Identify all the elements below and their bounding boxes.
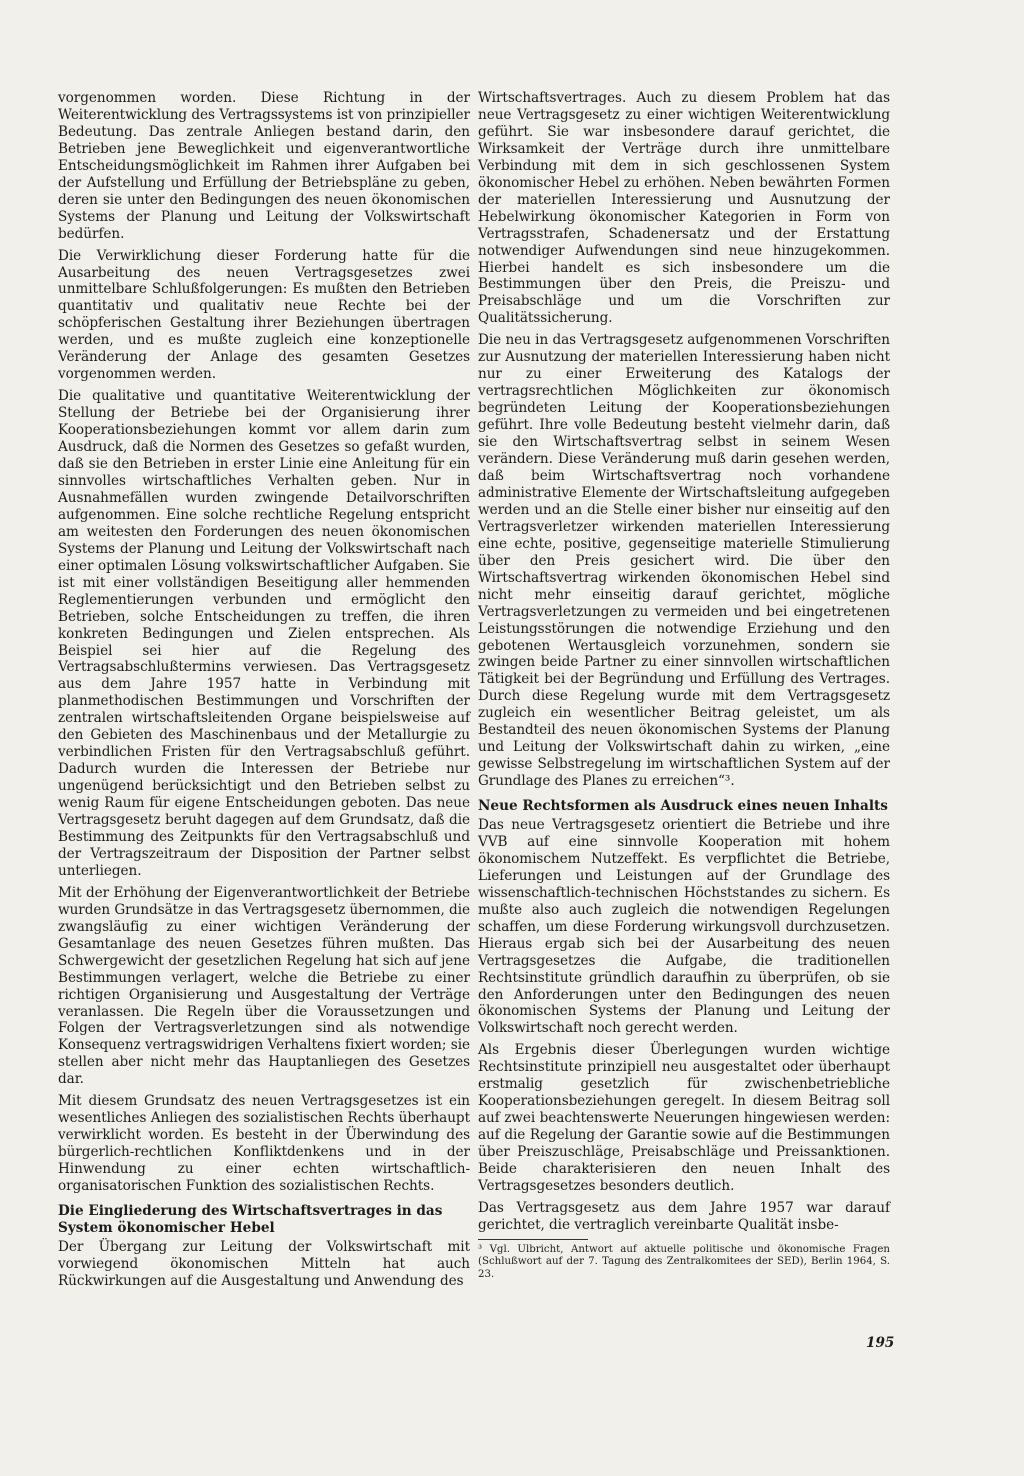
paragraph: Das neue Vertragsgesetz orientiert die Betriebe und ihre VVB auf eine sinnvolle Kooperation mit hohem ökonomischem Nutzeffekt. Es verpflichtet die Betriebe, Lieferungen und Leistungen auf der Grundlage des wissenschaftlich-technischen Höchststandes zu sichern. Es mußte also auch zugleich die notwendigen Regelungen schaffen, um diese Forderung wirkungsvoll durchzusetzen. Hieraus ergab sich bei der Ausarbeitung des neuen Vertragsgesetzes die Aufgabe, die traditionellen Rechtsinstitute gründlich daraufhin zu überprüfen, ob sie den Anforderungen unter den Bedingungen des neuen ökonomischen Systems der Planung und Leitung der Volkswirtschaft noch gerecht werden. [478, 816, 890, 1037]
footnote-divider [478, 1239, 588, 1240]
left-column [58, 90, 470, 1295]
paragraph: Die Verwirklichung dieser Forderung hatte für die Ausarbeitung des neuen Vertragsgesetzes zwei unmittelbare Schlußfolgerungen: Es mußten den Betrieben quantitativ und qualitativ neue Rechte bei der schöpferischen Gestaltung ihrer Beziehungen übertragen werden, und es mußte zugleich eine konzeptionelle Veränderung der Anlage des gesamten Gesetzes vorgenommen werden. [58, 247, 470, 383]
paragraph: Die qualitative und quantitative Weiterentwicklung der Stellung der Betriebe bei der Organisierung ihrer Kooperationsbeziehungen kommt vor allem darin zum Ausdruck, daß die Normen des Gesetzes so gefaßt wurden, daß sie den Betrieben in erster Linie eine Anleitung für ein sinnvolles wirtschaftliches Verhalten geben. Nur in Ausnahmefällen wurden zwingende Detailvorschriften aufgenommen. Eine solche rechtliche Regelung entspricht am weitesten den Forderungen des neuen ökonomischen Systems der Planung und Leitung der Volkswirtschaft nach einer optimalen Lösung volkswirtschaftlicher Aufgaben. Sie ist mit einer vollständigen Beseitigung aller hemmenden Reglementierungen verbunden und ermöglicht den Betrieben, solche Entscheidungen zu treffen, die ihren konkreten Bedingungen und Zielen entsprechen. Als Beispiel sei hier auf die Regelung des Vertragsabschlußtermins verwiesen. Das Vertragsgesetz aus dem Jahre 1957 hatte in Verbindung mit planmethodischen Bestimmungen und Vorschriften der zentralen wirtschaftsleitenden Organe beispielsweise auf den Gebieten des Maschinenbaus und der Metallurgie zu verbindlichen Fristen für den Vertragsabschluß geführt. Dadurch wurden die Interessen der Betriebe nur ungenügend berücksichtigt und den Betrieben selbst zu wenig Raum für eigene Entscheidungen geboten. Das neue Vertragsgesetz beruht dagegen auf dem Grundsatz, daß die Bestimmung des Zeitpunkts für den Vertragsabschluß und der Vertragszeitraum der Disposition der Partner selbst unterliegen. [58, 388, 470, 879]
page-number: 195 [866, 1335, 895, 1351]
section-heading: Die Eingliederung des Wirtschaftsvertrages in das System ökonomischer Hebel [58, 1203, 443, 1236]
paragraph: Wirtschaftsvertrages. Auch zu diesem Problem hat das neue Vertragsgesetz zu einer wichtigen Weiterentwicklung geführt. Sie war insbesondere darauf gerichtet, die Wirksamkeit der Verträge durch ihre unmittelbare Verbindung mit dem in sich geschlossenen System ökonomischer Hebel zu erhöhen. Neben bewährten Formen der materiellen Interessierung und Ausnutzung der Hebelwirkung ökonomischer Kategorien in Form von Vertragsstrafen, Schadenersatz und der Erstattung notwendiger Aufwendungen sind neue hinzugekommen. Hierbei handelt es sich insbesondere um die Bestimmungen über den Preis, die Preiszu- und Preisabschläge und um die Vorschriften zur Qualitätssicherung. [478, 90, 890, 327]
footnote: ³ Vgl. Ulbricht, Antwort auf aktuelle politische und ökonomische Fragen (Schlußwort auf der 7. Tagung des Zentralkomitees der SED), Berlin 1964, S. 23. [478, 1243, 890, 1281]
paragraph: Als Ergebnis dieser Überlegungen wurden wichtige Rechtsinstitute prinzipiell neu ausgestaltet oder überhaupt erstmalig gesetzlich für zwischenbetriebliche Kooperationsbeziehungen geregelt. In diesem Beitrag soll auf zwei beachtenswerte Neuerungen hingewiesen werden: auf die Regelung der Garantie sowie auf die Bestimmungen über Preiszuschläge, Preisabschläge und Preissanktionen. Beide charakterisieren den neuen Inhalt des Vertragsgesetzes besonders deutlich. [478, 1042, 890, 1194]
paragraph: Der Übergang zur Leitung der Volkswirtschaft mit vorwiegend ökonomischen Mitteln hat auch Rückwirkungen auf die Ausgestaltung und Anwendung des [58, 1238, 470, 1289]
paragraph: Das Vertragsgesetz aus dem Jahre 1957 war darauf gerichtet, die vertraglich vereinbarte Qualität insbe- [478, 1199, 890, 1233]
right-column [478, 90, 890, 1282]
paragraph: Mit diesem Grundsatz des neuen Vertragsgesetzes ist ein wesentliches Anliegen des sozialistischen Rechts überhaupt verwirklicht worden. Es besteht in der Überwindung des bürgerlich-rechtlichen Konfliktdenkens und in der Hinwendung zu einer echten wirtschaftlich-organisatorischen Funktion des sozialistischen Rechts. [58, 1093, 470, 1195]
paragraph: Die neu in das Vertragsgesetz aufgenommenen Vorschriften zur Ausnutzung der materiellen Interessierung haben nicht nur zu einer Erweiterung des Katalogs der vertragsrechtlichen Möglichkeiten zur ökonomisch begründeten Leitung der Kooperationsbeziehungen geführt. Ihre volle Bedeutung besteht vielmehr darin, daß sie den Wirtschaftsvertrag selbst in seinem Wesen verändern. Diese Veränderung muß darin gesehen werden, daß beim Wirtschaftsvertrag noch vorhandene administrative Elemente der Wirtschaftsleitung aufgegeben werden und an die Stelle einer bisher nur einseitig auf den Vertragsverletzer wirkenden materiellen Interessierung eine echte, positive, gegenseitige materielle Stimulierung über den Preis gesichert wird. Die über den Wirtschaftsvertrag wirkenden ökonomischen Hebel sind nicht mehr einseitig darauf gerichtet, mögliche Vertragsverletzungen zu vermeiden und bei eingetretenen Leistungsstörungen die notwendige Erziehung und den gebotenen Wertausgleich vorzunehmen, sondern sie zwingen beide Partner zu einer sinnvollen wirtschaftlichen Tätigkeit bei der Begründung und Erfüllung des Vertrages. Durch diese Regelung wurde mit dem Vertragsgesetz zugleich ein wesentlicher Beitrag geleistet, um als Bestandteil des neuen ökonomischen Systems der Planung und Leitung der Volkswirtschaft dahin zu wirken, „eine gewisse Selbstregelung im wirtschaftlichen System auf der Grundlage des Planes zu erreichen“³. [478, 332, 890, 790]
section-heading: Neue Rechtsformen als Ausdruck eines neuen Inhalts [478, 798, 888, 815]
paragraph: Mit der Erhöhung der Eigenverantwortlichkeit der Betriebe wurden Grundsätze in das Vertragsgesetz übernommen, die zwangsläufig zu einer wichtigen Veränderung der Gesamtanlage des neuen Gesetzes führen mußten. Das Schwergewicht der gesetzlichen Regelung hat sich auf jene Bestimmungen verlagert, welche die Betriebe zu einer richtigen Organisierung und Ausgestaltung der Verträge veranlassen. Die Regeln über die Voraussetzungen und Folgen der Vertragsverletzungen sind als notwendige Konsequenz vertragswidrigen Verhaltens fixiert worden; sie stellen aber nicht mehr das Hauptanliegen des Gesetzes dar. [58, 884, 470, 1088]
paragraph: vorgenommen worden. Diese Richtung in der Weiterentwicklung des Vertragssystems ist von prinzipieller Bedeutung. Das zentrale Anliegen bestand darin, den Betrieben jene Beweglichkeit und eigenverantwortliche Entscheidungsmöglichkeit im Rahmen ihrer Aufgaben bei der Aufstellung und Erfüllung der Betriebspläne zu geben, deren sie unter den Bedingungen des neuen ökonomischen Systems der Planung und Leitung der Volkswirtschaft bedürfen. [58, 90, 470, 242]
